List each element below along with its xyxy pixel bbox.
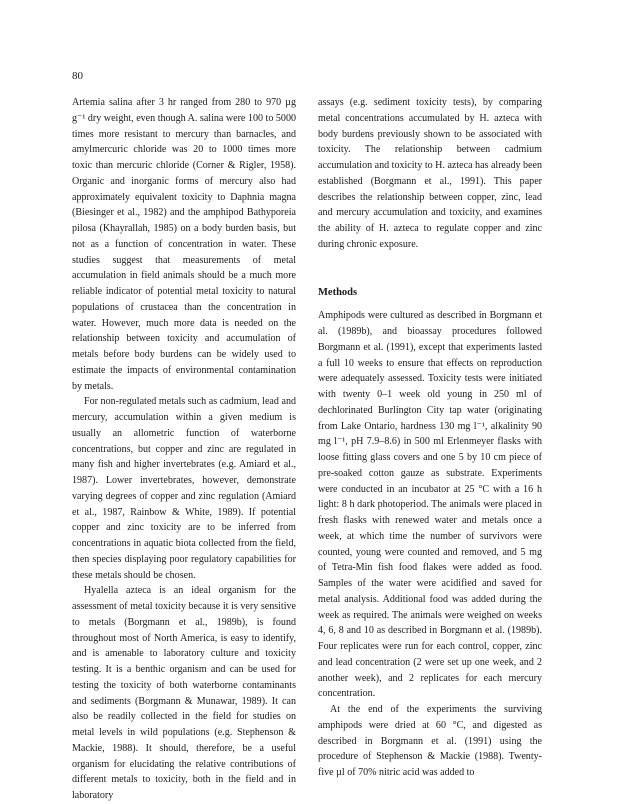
body-paragraph-1: Artemia salina after 3 hr ranged from 280 to 970 µg g⁻¹ dry weight, even though A. salina were 100 to 5000 times more resistant to mercury than barnacles, and amylmercuric chloride was 20 to 1000 times more toxic than mercuric chloride (Corner & Rigler, 1958). Organic and inorganic forms of mercury also had approximately equivalent toxicity to Daphnia magna (Biesinger et al., 1982) and the amphipod Bathyporeia pilosa (Khayrallah, 1985) on a body burden basis, but not as a function of concentration in water. These studies suggest that measurements of metal accumulation in field animals should be a much more reliable indicator of potential metal toxicity to natural populations of crustacea than the concentration in water. However, much more data is needed on the relationship between toxicity and accumulation of metals before body burdens can be widely used to estimate the impacts of environmental contamination by metals. [72, 97, 296, 392]
methods-heading: Methods [318, 286, 358, 298]
body-paragraph-2: For non-regulated metals such as cadmium, lead and mercury, accumulation within a given medium is usually an allometric function of waterborne concentrations, but copper and zinc are regulated in many fish and higher invertebrates (e.g. Amiard et al., 1987). Lower invertebrates, however, demonstrate varying degrees of copper and zinc regulation (Amiard et al., 1987, Rainbow & White, 1989). If potential copper and zinc toxicity are to be inferred from concentrations in aquatic biota collected from the field, then species displaying poor regulatory capabilities for these metals should be chosen. [72, 396, 296, 581]
methods-paragraph-1: Amphipods were cultured as described in Borgmann et al. (1989b), and bioassay procedures followed Borgmann et al. (1991), except that experiments lasted a full 10 weeks to ensure that effects on reproduction were adequately assessed. Toxicity tests were initiated with twenty 0–1 week old young in 250 ml of dechlorinated Burlington City tap water (originating from Lake Ontario, hardness 130 mg l⁻¹, alkalinity 90 mg l⁻¹, pH 7.9–8.6) in 500 ml Erlenmeyer flasks with loose fitting glass covers and one 5 by 10 cm piece of pre-soaked cotton gauze as substrate. Experiments were conducted in an incubator at 25 °C with a 16 h light: 8 h dark photoperiod. The animals were placed in fresh flasks with renewed water and metals once a week, at which time the number of survivors were counted, young were counted and removed, and 5 mg of Tetra-Min fish food flakes were added as food. Samples of the water were acidified and saved for metal analysis. Additional food was added during the week as required. The animals were weighed on weeks 4, 6, 8 and 10 as described in Borgmann et al. (1989b). Four replicates were run for each control, copper, zinc and lead concentration (2 were set up one week, and 2 another week), and 2 replicates for each mercury concentration. [318, 310, 542, 700]
body-paragraph-3: Hyalella azteca is an ideal organism for the assessment of metal toxicity because it is very sensitive to metals (Borgmann et al., 1989b), is found throughout most of North America, is easy to identify, and is amenable to laboratory culture and toxicity testing. It is a benthic organism and can be used for testing the toxicity of both waterborne contaminants and sediments (Borgmann & Munawar, 1989). It can also be readily collected in the field for studies on metal levels in wild populations (e.g. Stephenson & Mackie, 1988). It should, therefore, be a useful organism for elucidating the relative contributions of different metals to toxicity, both in the field and in laboratory [72, 585, 296, 801]
left-column [72, 95, 296, 804]
intro-paragraph-continued: assays (e.g. sediment toxicity tests), by comparing metal concentrations accumulated by H. azteca with body burdens previously shown to be associated with toxicity. The relationship between cadmium accumulation and toxicity to H. azteca has already been established (Borgmann et al., 1991). This paper describes the relationship between copper, zinc, lead and mercury accumulation and toxicity, and examines the ability of H. azteca to regulate copper and zinc during chronic exposure. [318, 97, 543, 250]
methods-paragraph-2: At the end of the experiments the surviving amphipods were dried at 60 °C, and digested as described in Borgmann et al. (1991) using the procedure of Stephenson & Mackie (1988). Twenty-five µl of 70% nitric acid was added to [318, 704, 542, 778]
page-number: 80 [72, 70, 83, 82]
right-column [318, 95, 542, 781]
